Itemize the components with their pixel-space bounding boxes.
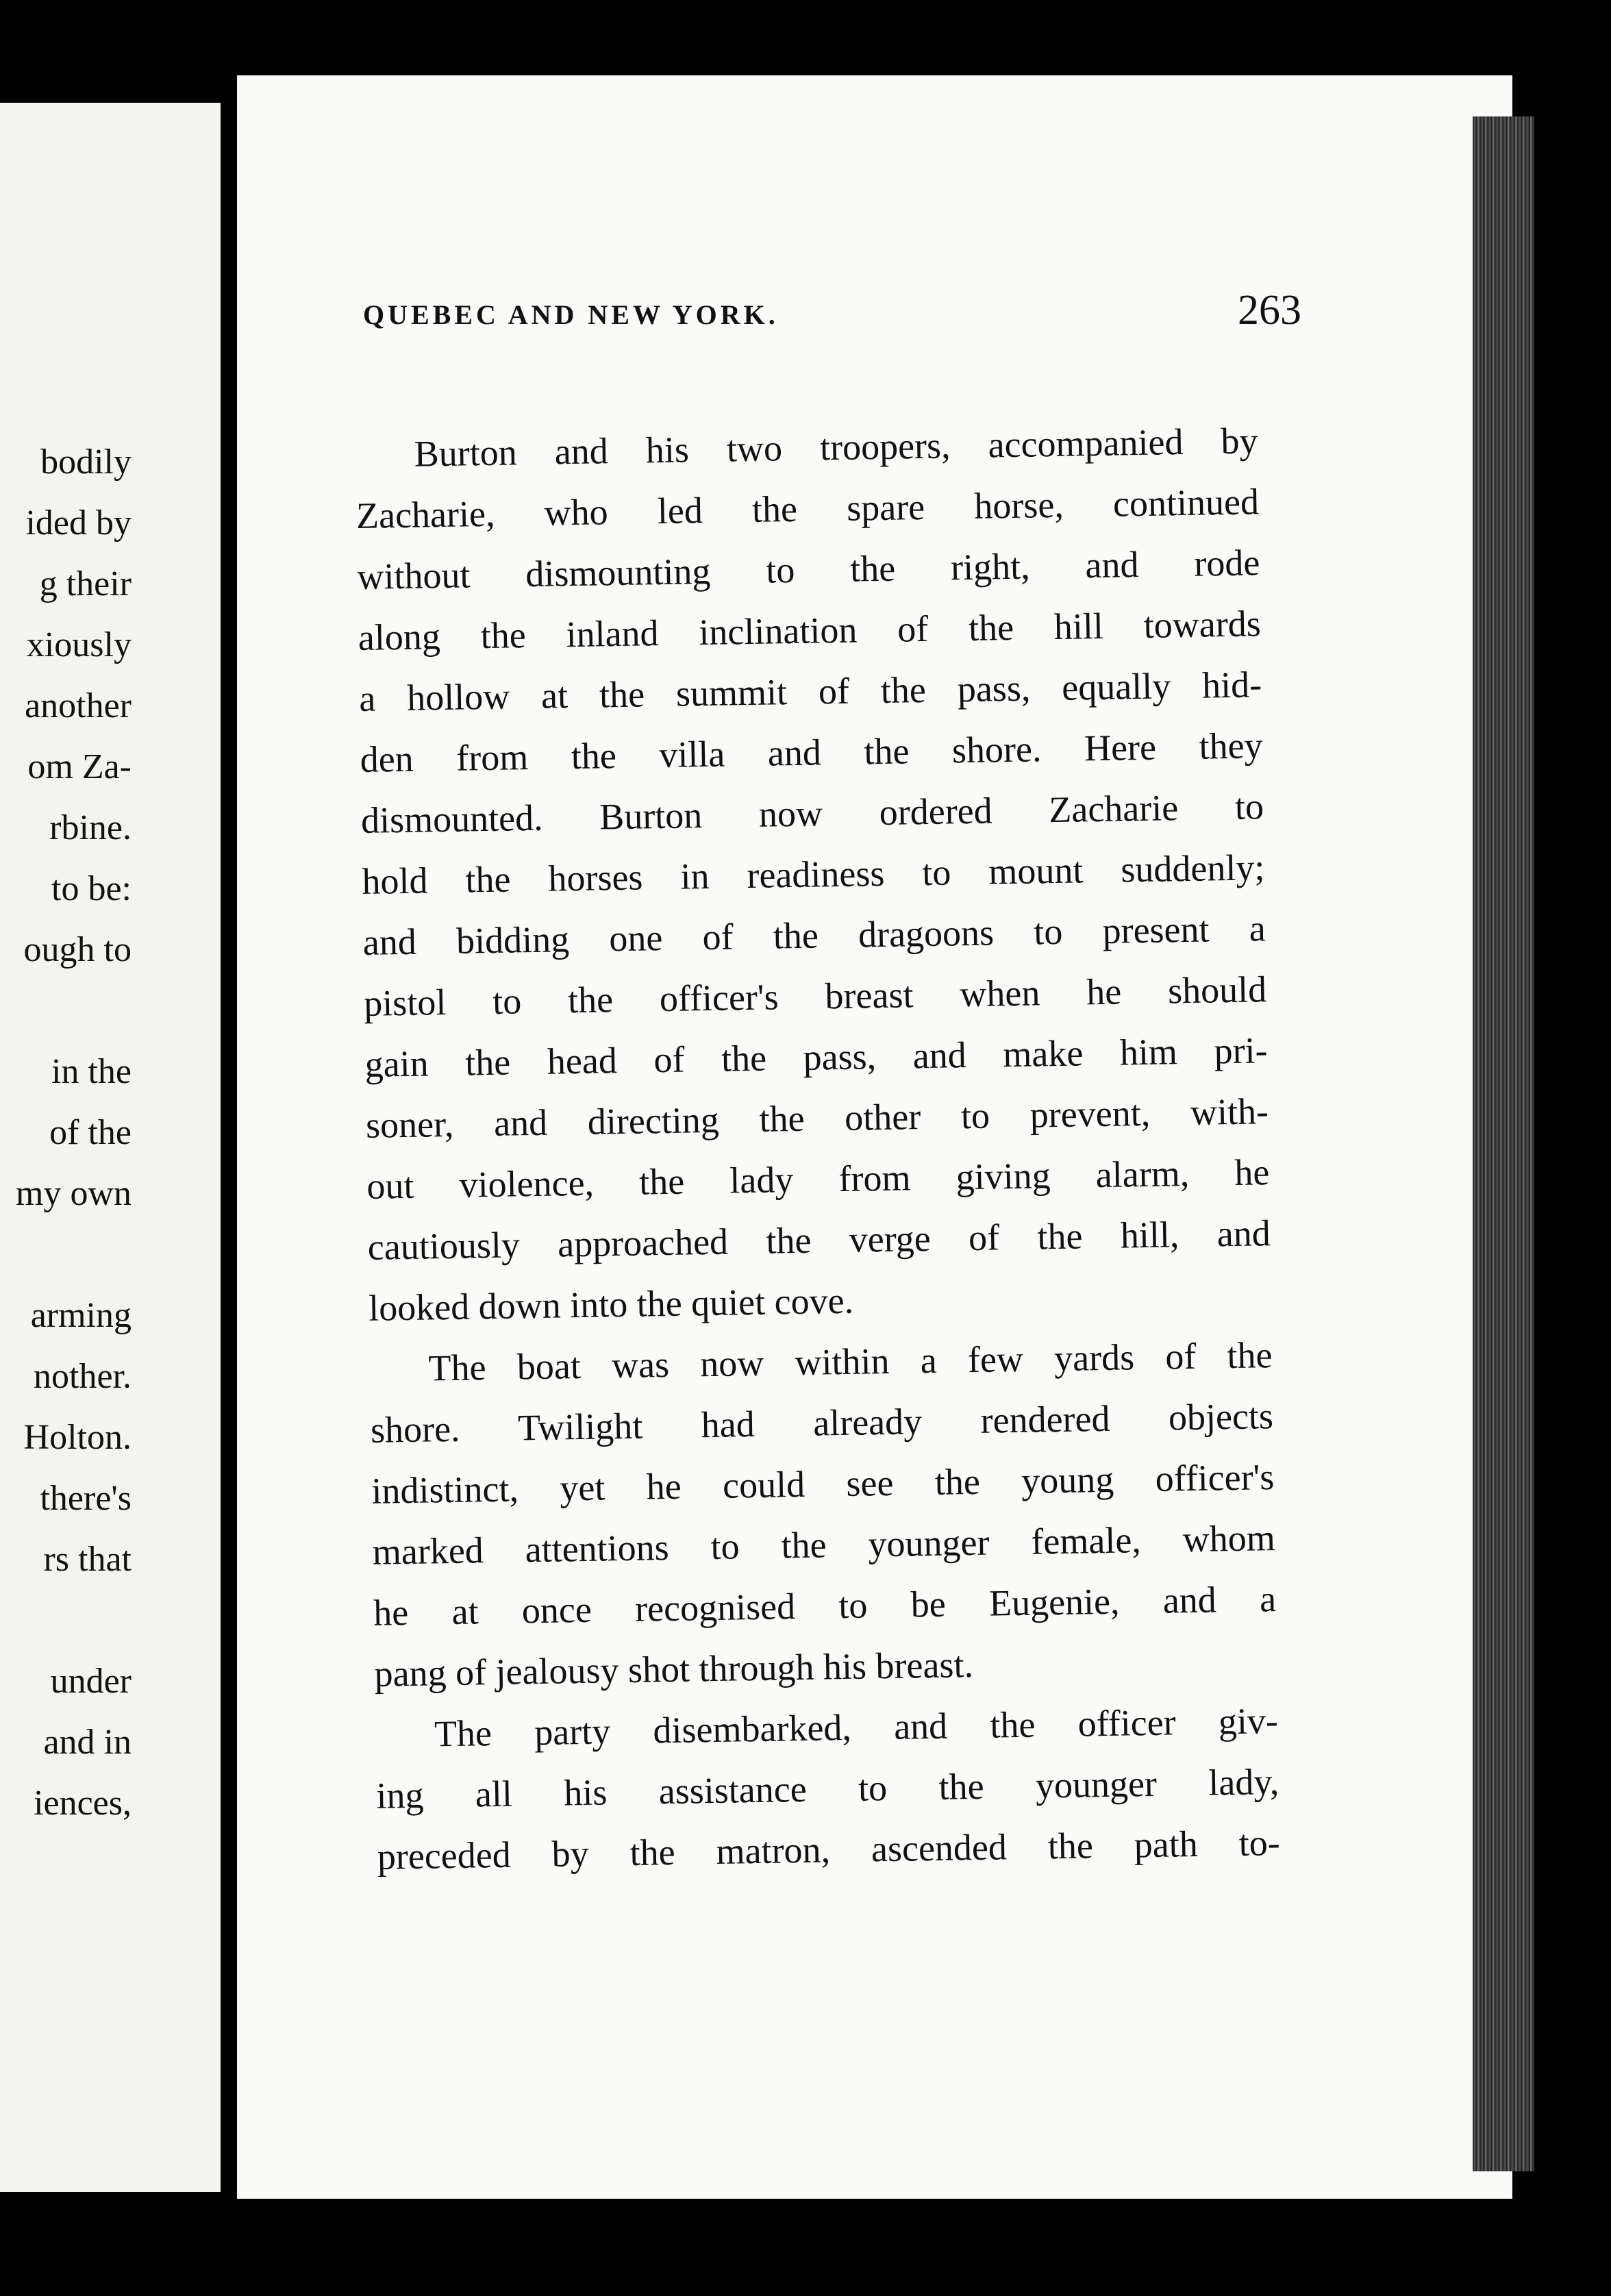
text-line: hold the horses in readiness to mount suddenly; — [362, 847, 1265, 902]
left-page-text — [16, 432, 132, 1834]
left-line: my own — [16, 1174, 132, 1213]
text-line: out violence, the lady from giving alarm, he — [366, 1151, 1270, 1207]
text-line: looked down into the quiet cove. — [368, 1280, 854, 1329]
text-line: soner, and directing the other to prevent, with- — [365, 1090, 1269, 1146]
left-line: ided by — [25, 503, 132, 542]
left-line: and in — [43, 1723, 132, 1762]
running-head — [363, 286, 1301, 348]
left-line: bodily — [40, 442, 132, 482]
left-page — [0, 103, 226, 2192]
text-line: he at once recognised to be Eugenie, and a — [373, 1578, 1277, 1634]
page-edge-stack — [1473, 116, 1534, 2171]
text-line: Zacharie, who led the spare horse, continued — [355, 481, 1260, 536]
text-line: pistol to the officer's breast when he should — [363, 969, 1267, 1024]
left-line: arming — [30, 1296, 132, 1335]
left-line: rbine. — [49, 808, 132, 847]
paragraph — [355, 410, 1272, 1339]
left-line: xiously — [26, 625, 132, 664]
left-line: of the — [49, 1113, 132, 1152]
text-line: along the inland inclination of the hill towards — [358, 603, 1262, 658]
page-number: 263 — [1238, 287, 1301, 334]
text-line: and bidding one of the dragoons to present a — [362, 908, 1266, 963]
left-line: iences, — [34, 1784, 132, 1823]
left-line — [16, 980, 132, 1041]
text-line: ing all his assistance to the younger lady, — [375, 1761, 1279, 1817]
text-line: gain the head of the pass, and make him pri- — [364, 1030, 1268, 1085]
left-line: nother. — [34, 1357, 132, 1396]
left-line: another — [25, 686, 132, 725]
text-line: den from the villa and the shore. Here they — [360, 725, 1263, 780]
book-gutter — [221, 96, 237, 2212]
text-line: without dismounting to the right, and rode — [357, 542, 1260, 597]
text-line: pang of jealousy shot through his breast. — [374, 1644, 974, 1695]
left-line: to be: — [51, 869, 132, 908]
text-line: Burton and his two troopers, accompanied by — [414, 420, 1258, 475]
text-line: The boat was now within a few yards of the — [428, 1334, 1273, 1389]
paragraph — [375, 1690, 1280, 1888]
page-body — [355, 410, 1280, 1887]
left-line: there's — [40, 1479, 132, 1518]
left-line — [16, 1224, 132, 1285]
left-line: under — [50, 1662, 132, 1701]
text-line: preceded by the matron, ascended the path to- — [377, 1822, 1281, 1877]
text-line: a hollow at the summit of the pass, equally hid- — [358, 664, 1262, 719]
left-line — [16, 1590, 132, 1651]
left-line: g their — [39, 564, 132, 603]
text-line: shore. Twilight had already rendered objects — [370, 1395, 1274, 1451]
left-line: Holton. — [23, 1418, 132, 1457]
left-line: rs that — [43, 1540, 132, 1579]
text-line: The party disembarked, and the officer giv- — [434, 1700, 1279, 1755]
text-line: cautiously approached the verge of the hill, and — [367, 1212, 1271, 1268]
left-line: om Za- — [27, 747, 132, 786]
left-line: ough to — [23, 930, 132, 969]
left-line: in the — [51, 1052, 132, 1091]
text-line: marked attentions to the younger female, whom — [372, 1517, 1276, 1573]
text-line: indistinct, yet he could see the young officer's — [371, 1456, 1275, 1512]
paragraph — [369, 1325, 1277, 1705]
running-title: QUEBEC AND NEW YORK. — [363, 299, 779, 330]
text-line: dismounted. Burton now ordered Zacharie to — [360, 786, 1264, 841]
